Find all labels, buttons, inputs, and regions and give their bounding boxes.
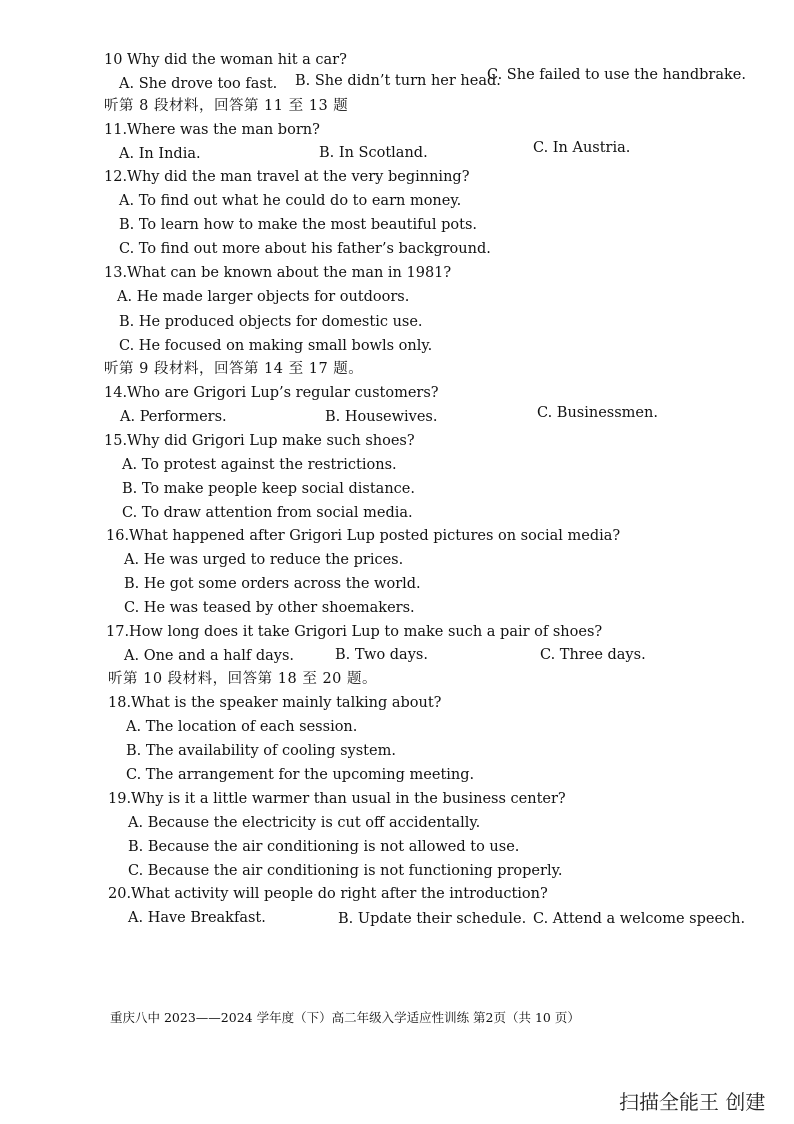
option-20a: A. Have Breakfast. <box>128 910 266 926</box>
option-10a: A. She drove too fast. <box>119 76 278 92</box>
scanner-watermark: 扫描全能王 创建 <box>619 1090 766 1114</box>
option-18a: A. The location of each session. <box>126 719 358 735</box>
option-17b: B. Two days. <box>335 647 428 663</box>
option-14b: B. Housewives. <box>325 409 438 425</box>
option-19c: C. Because the air conditioning is not functioning properly. <box>128 863 563 879</box>
option-20c: C. Attend a welcome speech. <box>533 911 746 927</box>
option-10b: B. She didn’t turn her head. <box>295 73 501 89</box>
question-18: 18.What is the speaker mainly talking about? <box>108 695 442 711</box>
option-19a: A. Because the electricity is cut off accidentally. <box>128 815 481 831</box>
option-15a: A. To protest against the restrictions. <box>122 457 397 473</box>
option-15c: C. To draw attention from social media. <box>122 505 413 521</box>
option-13c: C. He focused on making small bowls only. <box>119 338 433 354</box>
option-12a: A. To find out what he could do to earn money. <box>119 193 462 209</box>
option-14a: A. Performers. <box>120 409 227 425</box>
option-11c: C. In Austria. <box>533 140 631 156</box>
question-20: 20.What activity will people do right after the introduction? <box>108 886 548 902</box>
option-12b: B. To learn how to make the most beautiful pots. <box>119 217 477 233</box>
question-10: 10 Why did the woman hit a car? <box>104 52 347 68</box>
question-19: 19.Why is it a little warmer than usual in the business center? <box>108 791 566 807</box>
question-16: 16.What happened after Grigori Lup posted pictures on social media? <box>106 528 621 544</box>
option-15b: B. To make people keep social distance. <box>122 481 415 497</box>
question-13: 13.What can be known about the man in 1981? <box>104 265 452 281</box>
option-13a: A. He made larger objects for outdoors. <box>117 289 410 305</box>
option-13b: B. He produced objects for domestic use. <box>119 314 423 330</box>
option-16c: C. He was teased by other shoemakers. <box>124 600 415 616</box>
option-18c: C. The arrangement for the upcoming meeting. <box>126 767 475 783</box>
option-11b: B. In Scotland. <box>319 145 428 161</box>
section-8-heading: 听第 8 段材料，回答第 11 至 13 题 <box>104 98 349 114</box>
page-footer: 重庆八中 2023——2024 学年度（下）高二年级入学适应性训练 第2页（共 10 页） <box>110 1010 580 1025</box>
option-11a: A. In India. <box>119 146 201 162</box>
option-10c: C. She failed to use the handbrake. <box>487 67 746 83</box>
option-12c: C. To find out more about his father’s background. <box>119 241 491 257</box>
question-14: 14.Who are Grigori Lup’s regular customers? <box>104 385 439 401</box>
option-18b: B. The availability of cooling system. <box>126 743 396 759</box>
section-10-heading: 听第 10 段材料，回答第 18 至 20 题。 <box>108 671 378 687</box>
section-9-heading: 听第 9 段材料，回答第 14 至 17 题。 <box>104 361 364 377</box>
question-15: 15.Why did Grigori Lup make such shoes? <box>104 433 415 449</box>
option-19b: B. Because the air conditioning is not allowed to use. <box>128 839 520 855</box>
option-14c: C. Businessmen. <box>537 405 658 421</box>
option-17a: A. One and a half days. <box>124 648 294 664</box>
question-11: 11.Where was the man born? <box>104 122 320 138</box>
option-17c: C. Three days. <box>540 647 646 663</box>
question-12: 12.Why did the man travel at the very beginning? <box>104 169 470 185</box>
question-17: 17.How long does it take Grigori Lup to make such a pair of shoes? <box>106 624 603 640</box>
option-20b: B. Update their schedule. <box>338 911 527 927</box>
option-16b: B. He got some orders across the world. <box>124 576 421 592</box>
option-16a: A. He was urged to reduce the prices. <box>124 552 404 568</box>
